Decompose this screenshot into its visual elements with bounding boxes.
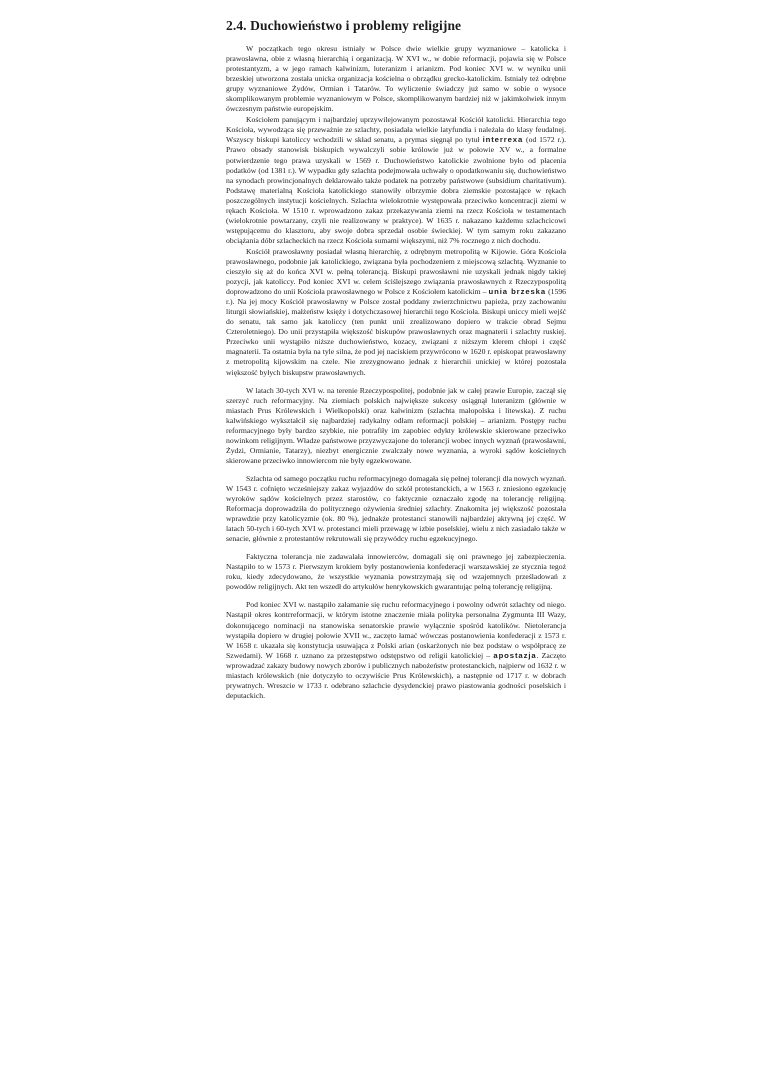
paragraph-7-emphasis: apostazja bbox=[493, 650, 537, 660]
paragraph-5 bbox=[226, 474, 566, 544]
paragraph-3-text-before: Kościół prawosławny posiadał własną hierarchię, z odrębnym metropolitą w Kijowie. Góra Kościoła prawosławnego, podobnie jak katolickiego, związana była pochodzeniem z miejscową szlachtą. Wyznanie to cieszyło się aż do końca XVI w. pełną tolerancją. Biskupi prawosławni nie uzyskali jednak nigdy takiej pozycji, jak katoliccy. Pod koniec XVI w. celem ściślejszego związania prawosławnych z Rzeczypospolitą doprowadzono do unii Kościoła prawosławnego w Polsce z Kościołem katolickim – bbox=[226, 246, 566, 297]
paragraph-7-text-after: . Zaczęto wprowadzać zakazy budowy nowych zborów i publicznych nabożeństw protestanckich, najpierw od 1632 r. w miastach królewskich (nie dotyczyło to oczywiście Prus Królewskich), a następnie od 1717 r. w dobrach prywatnych. Wreszcie w 1733 r. odebrano szlachcie dysydenckiej prawo piastowania godności poselskich i deputackich. bbox=[226, 650, 566, 700]
paragraph-1-text: W początkach tego okresu istniały w Polsce dwie wielkie grupy wyznaniowe – katolicka i prawosławna, obie z własną hierarchią i organizacją. W XVI w., w dobie reformacji, pojawia się w Polsce protestantyzm, a w jego ramach kalwinizm, luteranizm i arianizm. Pod koniec XVI w. w wyniku unii brzeskiej utworzona została unicka organizacja kościelna o obrządku grecko-katolickim. Istniały też odrębne grupy wyznaniowe Żydów, Ormian i Tatarów. To wyliczenie świadczy już samo w sobie o wysoce skomplikowanym problemie wyznaniowym w Polsce, skomplikowanym bardziej niż w jakimkolwiek innym ówczesnym państwie europejskim. bbox=[226, 44, 566, 114]
paragraph-7-text-before: Pod koniec XVI w. nastąpiło załamanie się ruchu reformacyjnego i powolny odwrót szlachty od niego. Nastąpił okres kontrreformacji, w którym istotne znaczenie miała polityka personalna Zygmunta III Wazy, dokonującego nominacji na stanowiska senatorskie prawie wyłącznie spośród katolików. Nietolerancja wystąpiła dopiero w drugiej połowie XVII w., zaczęto łamać wówczas postanowienia konfederacji z 1573 r. W 1658 r. ukazała się konstytucja usuwająca z Polski arian (oskarżonych nie bez podstaw o współpracę ze Szwedami). W 1668 r. uznano za przestępstwo odstępstwo od religii katolickiej – bbox=[226, 600, 566, 660]
paragraph-2-text-before: Kościołem panującym i najbardziej uprzywilejowanym pozostawał Kościół katolicki. Hierarchia tego Kościoła, wywodząca się przeważnie ze szlachty, posiadała wielkie latyfundia i należała do klasy feudalnej. Wszyscy biskupi katoliccy wchodzili w skład senatu, a prymas sięgnął po tytuł bbox=[226, 115, 566, 145]
paragraph-4-text: W latach 30-tych XVI w. na terenie Rzeczypospolitej, podobnie jak w całej prawie Europie, zaczął się szerzyć ruch reformacyjny. Na ziemiach polskich największe sukcesy osiągnął luteranizm (głównie w miastach Prus Królewskich i Wielkopolski) oraz kalwinizm (szlachta małopolska i litewska). Z ruchu kalwińskiego wykształcił się najbardziej radykalny odłam reformacji polskiej – arianizm. Postępy ruchu reformacyjnego były bardzo szybkie, nie potrafiły im zapobiec edykty królewskie skierowane przeciwko nowinkom religijnym. Władze państwowe przyzwyczajone do tolerancji wobec innych wyznań (prawosławni, Żydzi, Ormianie, Tatarzy), niezbyt energicznie zwalczały nowe wyznania, a wyroki sądów kościelnych skierowane przeciwko innowiercom nie były egzekwowane. bbox=[226, 385, 566, 465]
paragraph-6 bbox=[226, 552, 566, 592]
paragraph-1 bbox=[226, 44, 566, 114]
section-heading: 2.4. Duchowieństwo i problemy religijne bbox=[226, 18, 462, 33]
paragraph-2-text-after: (od 1572 r.). Prawo obsady stanowisk biskupich wywalczyli sobie królowie już w połowie XV w., a formalne potwierdzenie tego prawa uzyskali w 1569 r. Duchowieństwo katolickie zwolnione było od płacenia podatków (od 1381 r.). W wypadku gdy szlachta podejmowała uchwały o opodatkowaniu się, duchowieństwo na synodach prowincjonalnych deklarowało także podatek na potrzeby państwowe (subsidium charitativum). Podstawę materialną Kościoła katolickiego stanowiły olbrzymie dobra ziemskie pozostające w rękach poszczególnych instytucji kościelnych. Szlachta wielokrotnie występowała przeciwko koncentracji ziemi w rękach Kościoła. W 1510 r. wprowadzono zakaz przekazywania ziemi na rzecz Kościoła w testamentach (wielokrotnie powtarzany, czyli nie realizowany w praktyce). W 1635 r. nakazano każdemu szlachcicowi wstępującemu do klasztoru, aby swoje dobra sprzedał osobie świeckiej. W tym samym roku zakazano obciążania dóbr szlacheckich na rzecz Kościoła sumami większymi, niż 7% rocznego z nich dochodu. bbox=[226, 135, 566, 245]
paragraph-3-emphasis: unia brzeska bbox=[488, 287, 547, 297]
paragraph-7 bbox=[226, 600, 566, 700]
paragraph-2-emphasis: interrexa bbox=[482, 135, 524, 145]
paragraph-3 bbox=[226, 247, 566, 378]
paragraph-4 bbox=[226, 386, 566, 466]
paragraph-5-text: Szlachta od samego początku ruchu reformacyjnego domagała się pełnej tolerancji dla nowych wyznań. W 1543 r. cofnięto wcześniejszy zakaz wyjazdów do szkół protestanckich, a w 1563 r. zniesiono egzekucję wyroków sądów kościelnych przez starostów, co faktycznie oznaczało zgodę na tolerancję religijną. Reformacja doprowadziła do politycznego ożywienia średniej szlachty. Znakomita jej większość pozostała wprawdzie przy katolicyzmie (ok. 80 %), jednakże protestanci stanowili najbardziej aktywną jej część. W latach 50-tych i 60-tych XVI w. protestanci mieli przewagę w izbie poselskiej, wielu z nich zasiadało także w senacie, głównie z protestantów rekrutowali się przywódcy ruchu egzekucyjnego. bbox=[226, 473, 566, 544]
document-page bbox=[226, 18, 566, 702]
paragraph-3-text-after: (1596 r.). Na jej mocy Kościół prawosławny w Polsce został poddany zwierzchnictwu papieża, przy zachowaniu liturgii słowiańskiej, małżeństw księży i dotychczasowej hierarchii tego Kościoła. Biskupi uniccy mieli wejść do senatu, tak samo jak katoliccy (ten punkt unii zrealizowano dopiero w trakcie obrad Sejmu Czteroletniego). Do unii przystąpiła większość biskupów prawosławnych oraz magnaterii i szlachty ruskiej. Przeciwko unii wystąpiło niższe duchowieństwo, kozacy, związani z niższym klerem chłopi i część magnaterii. Ta ostatnia była na tyle silna, że pod jej naciskiem przywrócono w 1620 r. episkopat prawosławny z metropolitą kijowskim na czele. Nie zrezygnowano jednak z hierarchii unickiej w której pozostała większość byłych biskupstw prawosławnych. bbox=[226, 287, 566, 377]
paragraph-6-text: Faktyczna tolerancja nie zadawalała innowierców, domagali się oni prawnego jej zabezpieczenia. Nastąpiło to w 1573 r. Pierwszym krokiem były postanowienia konfederacji warszawskiej ze stycznia tegoż roku, kiedy zdecydowano, że wszystkie wyznania powstrzymają się od wzajemnych prześladowań z powodów religijnych. Akt ten wszedł do artykułów henrykowskich gwarantując pełną tolerancję religijną. bbox=[226, 552, 566, 592]
paragraph-2 bbox=[226, 115, 566, 246]
